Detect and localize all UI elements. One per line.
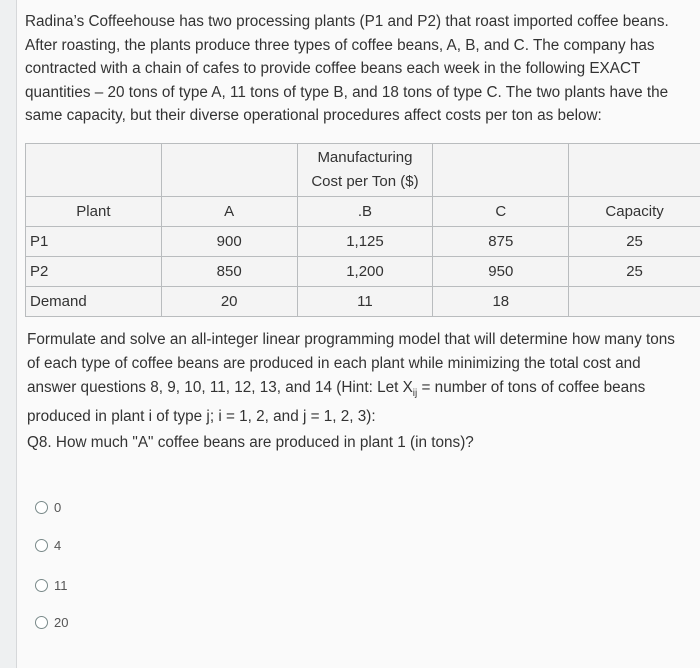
row-label: P1 <box>26 227 162 257</box>
table-row <box>26 227 700 257</box>
intro-line-1: Radina’s Coffeehouse has two processing plants (P1 and P2) that roast imported coffee beans. <box>25 13 669 30</box>
option-4[interactable] <box>35 538 61 553</box>
instructions-line-4: produced in plant i of type j; i = 1, 2, and j = 1, 2, 3): <box>27 408 376 426</box>
cell-c: 18 <box>433 287 569 317</box>
row-label: Demand <box>26 287 162 317</box>
table-header-row <box>26 144 700 197</box>
col-header-b: .B <box>297 197 433 227</box>
cell-capacity: 25 <box>569 257 700 287</box>
question-page <box>16 0 700 668</box>
cell-c: 875 <box>433 227 569 257</box>
intro-line-2: After roasting, the plants produce three types of coffee beans, A, B, and C. The company has <box>25 36 655 54</box>
cell-a: 20 <box>161 287 297 317</box>
col-header-plant: Plant <box>26 197 162 227</box>
table-row <box>26 257 700 287</box>
instructions <box>27 328 700 429</box>
col-header-capacity: Capacity <box>569 197 700 227</box>
cell-a: 900 <box>161 227 297 257</box>
instructions-line-2: of each type of coffee beans are produced in each plant while minimizing the total cost and <box>27 354 641 372</box>
cell-b: 1,125 <box>297 227 433 257</box>
col-header-a: A <box>161 197 297 227</box>
question-text: Q8. How much "A" coffee beans are produced in plant 1 (in tons)? <box>27 434 474 451</box>
instructions-line-1: Formulate and solve an all-integer linear programming model that will determine how many tons <box>27 331 675 348</box>
option-0[interactable] <box>35 500 61 515</box>
radio-button[interactable] <box>35 616 48 629</box>
cell-capacity: 25 <box>569 227 700 257</box>
radio-button[interactable] <box>35 579 48 592</box>
option-label: 20 <box>54 615 69 630</box>
table-row <box>26 287 700 317</box>
cell-b: 11 <box>297 287 433 317</box>
option-20[interactable] <box>35 615 68 630</box>
option-label: 11 <box>54 578 68 593</box>
radio-button[interactable] <box>35 539 48 552</box>
option-11[interactable] <box>35 578 68 593</box>
problem-statement <box>25 10 700 128</box>
cost-table <box>25 143 700 317</box>
option-label: 0 <box>54 500 62 515</box>
intro-line-5: same capacity, but their diverse operational procedures affect costs per ton as below: <box>25 107 602 125</box>
instructions-line-3: answer questions 8, 9, 10, 11, 12, 13, and 14 (Hint: Let $X_{ij}$ = number of tons of coffee beans <box>27 378 646 399</box>
table-column-row <box>26 197 700 227</box>
manufacturing-cost-header: Manufacturing Cost per Ton ($) <box>297 144 433 197</box>
intro-line-3: contracted with a chain of cafes to provide coffee beans each week in the following EXACT <box>25 60 641 78</box>
cell-b: 1,200 <box>297 257 433 287</box>
col-header-c: C <box>433 197 569 227</box>
cell-a: 850 <box>161 257 297 287</box>
cell-c: 950 <box>433 257 569 287</box>
intro-line-4: quantities – 20 tons of type A, 11 tons of type B, and 18 tons of type C. The two plants have the <box>25 83 669 101</box>
radio-button[interactable] <box>35 501 48 514</box>
row-label: P2 <box>26 257 162 287</box>
cell-capacity <box>569 287 700 317</box>
option-label: 4 <box>54 538 62 553</box>
